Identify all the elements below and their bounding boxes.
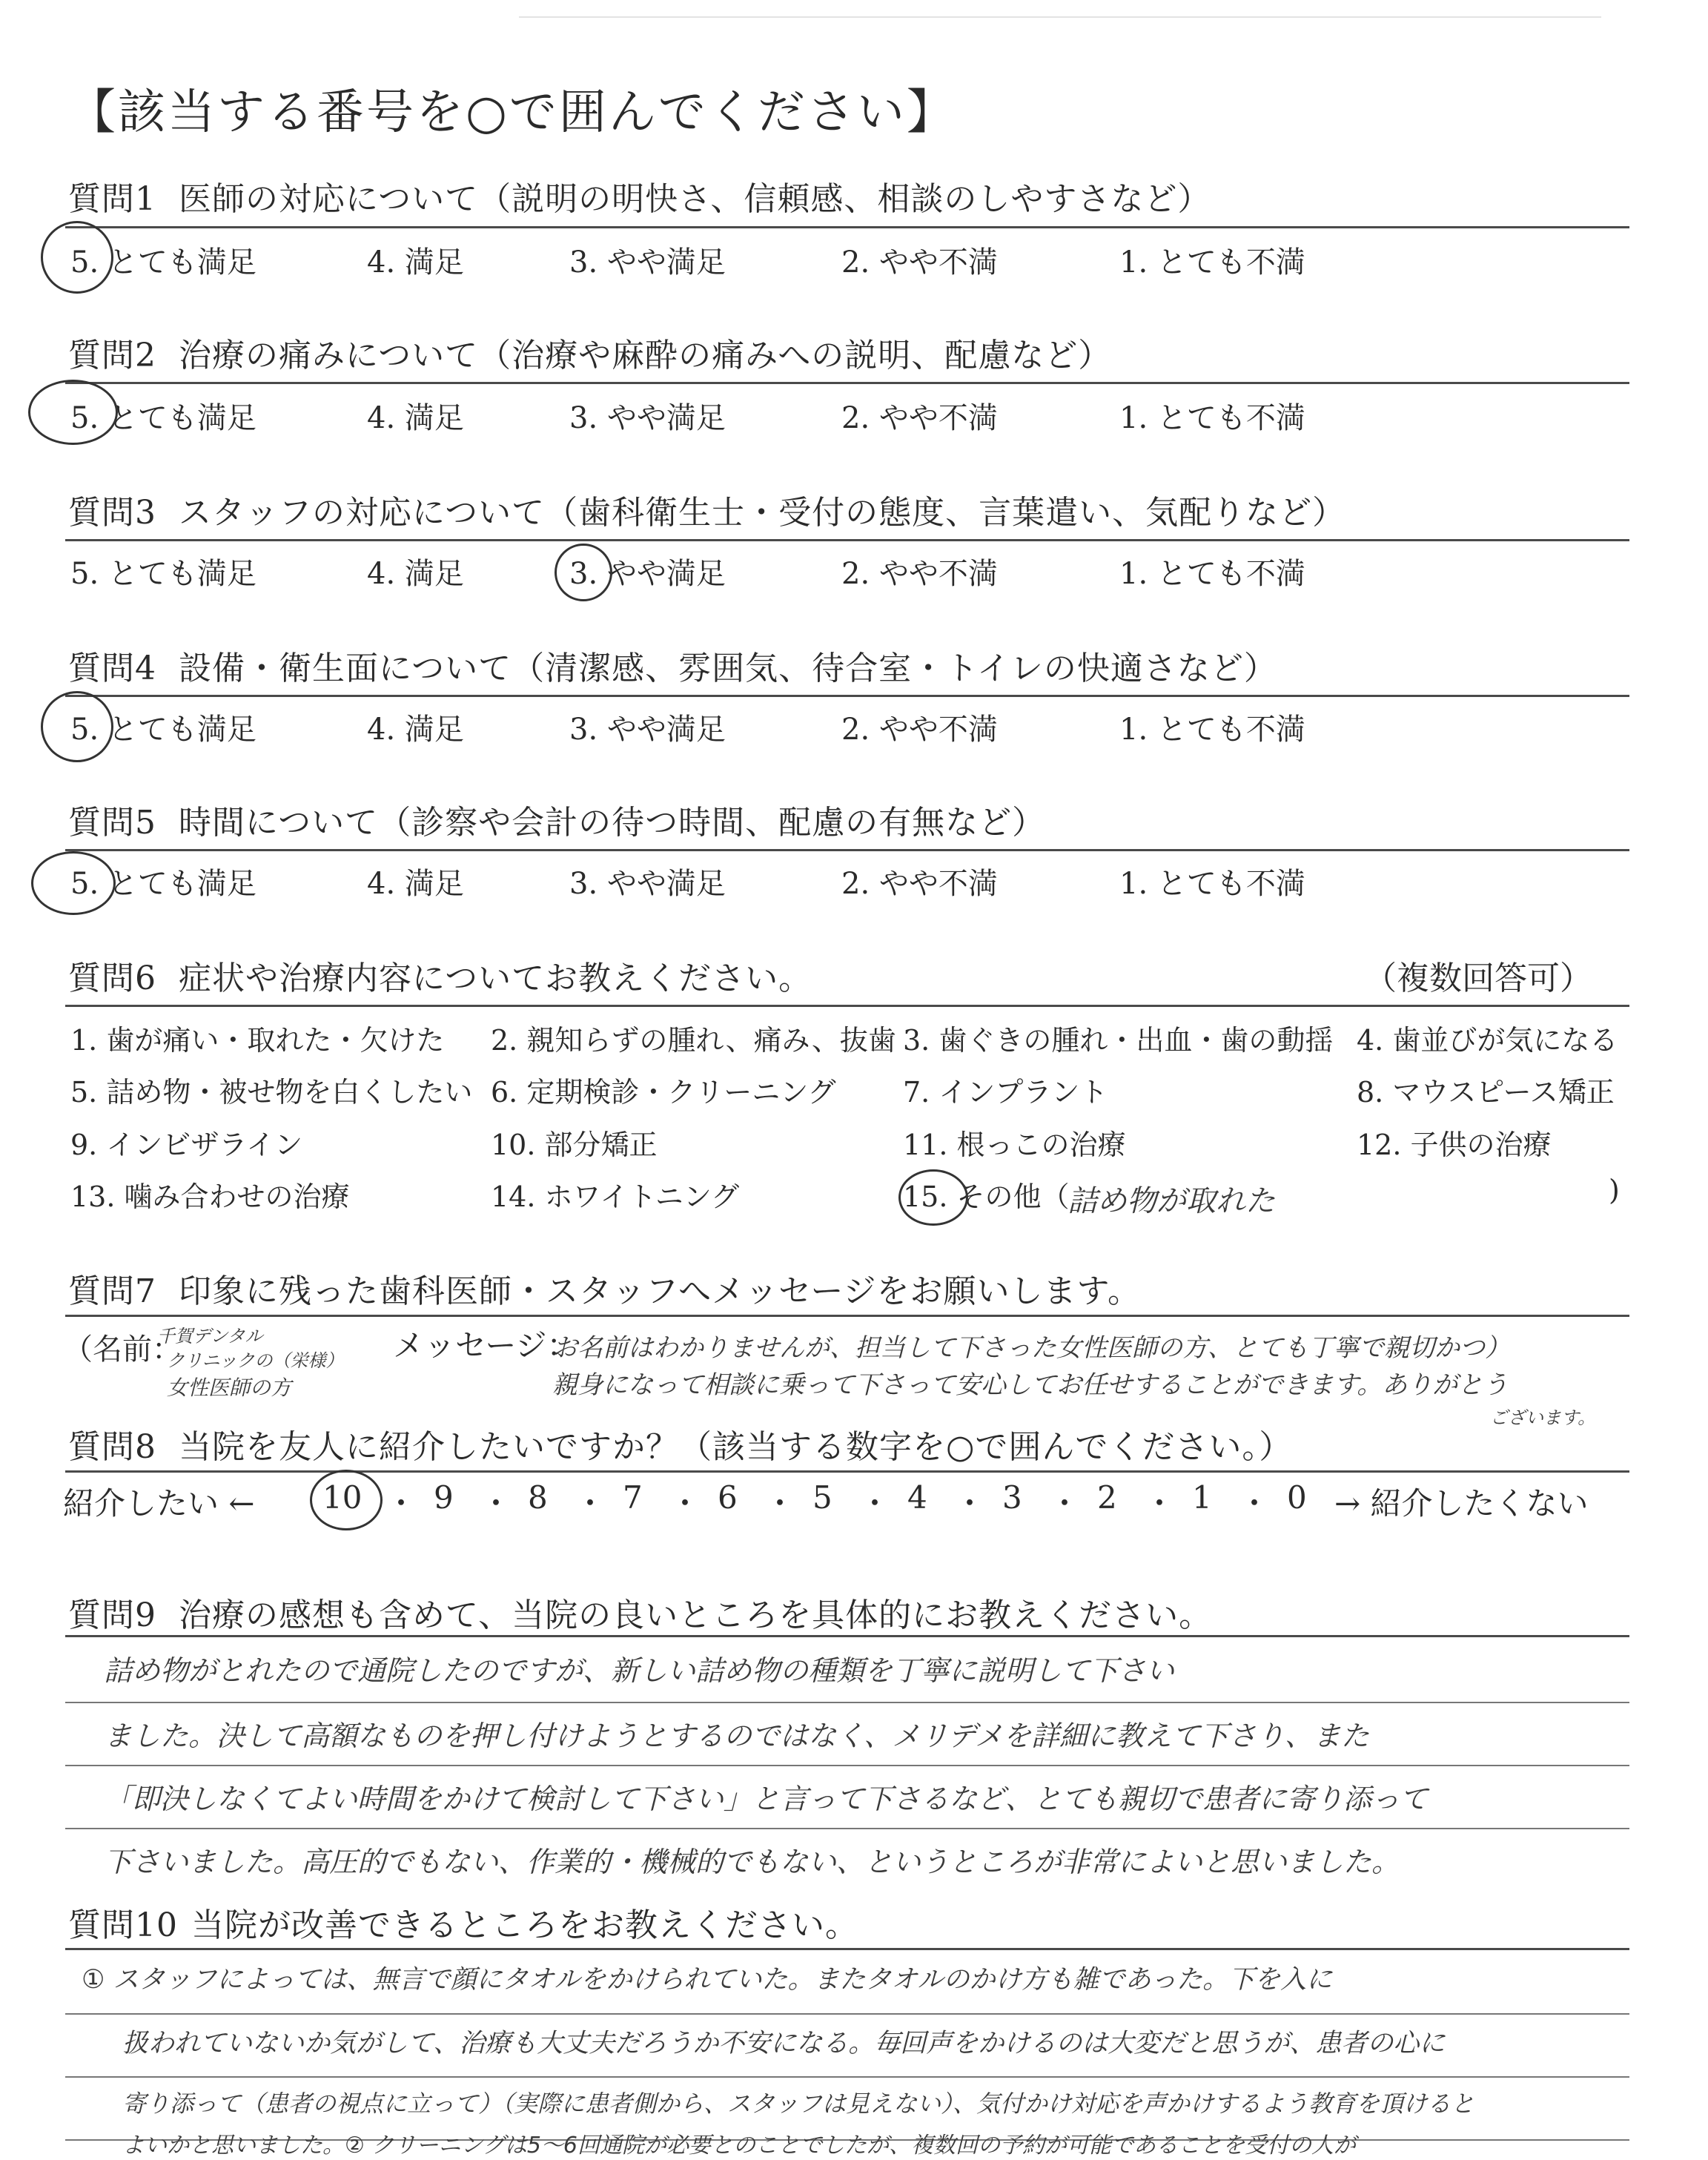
question-8 xyxy=(68,1420,1292,1467)
message-handwriting-3: ございます。 xyxy=(1490,1407,1596,1428)
question-1 xyxy=(68,172,1211,219)
q6-option-5[interactable]: 5. 詰め物・被せ物を白くしたい xyxy=(70,1076,473,1109)
question-number: 質問2 xyxy=(68,337,156,374)
divider xyxy=(65,1470,1629,1473)
question-number: 質問5 xyxy=(68,804,156,842)
scale-sep: ・ xyxy=(764,1485,796,1522)
question-5 xyxy=(68,796,1045,843)
question-number: 質問6 xyxy=(68,960,156,997)
q6-option-10[interactable]: 10. 部分矯正 xyxy=(491,1129,658,1161)
question-number: 質問1 xyxy=(68,180,156,218)
name-handwriting-1: 千賀デンタル xyxy=(157,1326,263,1347)
q2-option-1[interactable]: 1. とても不満 xyxy=(1119,401,1305,435)
q1-option-3[interactable]: 3. やや満足 xyxy=(569,245,726,280)
question-9 xyxy=(68,1588,1212,1636)
q5-option-4[interactable]: 4. 満足 xyxy=(367,867,464,901)
scale-1[interactable]: 1 xyxy=(1192,1479,1212,1516)
divider xyxy=(65,1315,1629,1317)
q2-option-2[interactable]: 2. やや不満 xyxy=(841,401,998,435)
q10-answer-line-3: 寄り添って（患者の視点に立って）（実際に患者側から、スタッフは見えない）、気付かけ対応を声かけするよう教育を頂けると xyxy=(122,2090,1475,2118)
divider xyxy=(65,1005,1629,1007)
q6-option-7[interactable]: 7. インプラント xyxy=(903,1076,1108,1109)
q6-option-6[interactable]: 6. 定期検診・クリーニング xyxy=(491,1076,836,1109)
q4-option-4[interactable]: 4. 満足 xyxy=(367,713,464,747)
q6-option-13[interactable]: 13. 噛み合わせの治療 xyxy=(70,1180,350,1213)
q8-selection-circle xyxy=(310,1470,383,1530)
question-text: 症状や治療内容についてお教えください。 xyxy=(179,960,812,997)
name-label: （名前： xyxy=(63,1332,182,1367)
question-4 xyxy=(68,641,1277,689)
question-2 xyxy=(68,328,1111,376)
message-label: メッセージ： xyxy=(393,1327,578,1364)
q3-selection-circle xyxy=(555,544,612,601)
q6-option-8[interactable]: 8. マウスピース矯正 xyxy=(1357,1076,1615,1109)
scale-8[interactable]: 8 xyxy=(528,1479,548,1516)
q2-option-3[interactable]: 3. やや満足 xyxy=(569,401,726,435)
q3-option-2[interactable]: 2. やや不満 xyxy=(841,557,998,591)
divider xyxy=(65,849,1629,851)
q6-option-4[interactable]: 4. 歯並びが気になる xyxy=(1357,1024,1618,1057)
q4-selection-circle xyxy=(41,691,113,762)
q6-selection-circle xyxy=(898,1169,968,1226)
scale-4[interactable]: 4 xyxy=(907,1479,927,1516)
divider xyxy=(65,695,1629,697)
q2-option-5[interactable]: 5. とても満足 xyxy=(70,401,256,435)
q6-other-answer[interactable]: 詰め物が取れた xyxy=(1068,1184,1275,1218)
q5-selection-circle xyxy=(31,851,116,915)
scale-sep: ・ xyxy=(480,1485,512,1522)
q6-other-close-paren: ) xyxy=(1609,1174,1620,1206)
q4-option-1[interactable]: 1. とても不満 xyxy=(1119,713,1305,747)
divider xyxy=(65,226,1629,228)
q3-option-3[interactable]: 3. やや満足 xyxy=(569,557,726,591)
q1-selection-circle xyxy=(41,221,113,294)
scale-7[interactable]: 7 xyxy=(623,1479,643,1516)
q10-answer-line-1: ① スタッフによっては、無言で顔にタオルをかけられていた。またタオルのかけ方も雑であった。下を入に xyxy=(82,1965,1333,1995)
scale-sep: ・ xyxy=(575,1485,606,1522)
question-number: 質問8 xyxy=(68,1428,156,1466)
q6-option-2[interactable]: 2. 親知らずの腫れ、痛み、抜歯 xyxy=(491,1024,896,1057)
question-number: 質問10 xyxy=(68,1906,178,1944)
scale-sep: ・ xyxy=(859,1485,891,1522)
question-text: スタッフの対応について（歯科衛生士・受付の態度、言葉遣い、気配りなど） xyxy=(179,494,1346,532)
scale-0[interactable]: 0 xyxy=(1287,1479,1307,1516)
scale-9[interactable]: 9 xyxy=(434,1479,454,1516)
question-text: 当院が改善できるところをお教えください。 xyxy=(191,1906,858,1944)
writing-line xyxy=(65,1828,1629,1829)
divider xyxy=(65,382,1629,384)
question-number: 質問7 xyxy=(68,1272,156,1310)
q9-answer-line-4: 下さいました。高圧的でもない、作業的・機械的でもない、というところが非常によいと思いました。 xyxy=(104,1846,1400,1878)
question-7 xyxy=(68,1264,1141,1312)
q9-answer-line-2: ました。決して高額なものを押し付けようとするのではなく、メリデメを詳細に教えて下さり、また xyxy=(104,1720,1369,1752)
question-text: 治療の痛みについて（治療や麻酔の痛みへの説明、配慮など） xyxy=(179,337,1112,374)
writing-line xyxy=(65,2013,1629,2015)
scale-sep: ・ xyxy=(1144,1485,1176,1522)
writing-line xyxy=(65,1702,1629,1703)
q9-answer-line-1: 詰め物がとれたので通院したのですが、新しい詰め物の種類を丁寧に説明して下さい xyxy=(104,1654,1175,1687)
scale-2[interactable]: 2 xyxy=(1097,1479,1117,1516)
scale-sep: ・ xyxy=(669,1485,701,1522)
q5-option-1[interactable]: 1. とても不満 xyxy=(1119,867,1305,901)
question-number: 質問3 xyxy=(68,494,156,532)
writing-line xyxy=(65,2076,1629,2078)
q4-option-2[interactable]: 2. やや不満 xyxy=(841,713,998,747)
question-number: 質問9 xyxy=(68,1596,156,1634)
question-text: 印象に残った歯科医師・スタッフへメッセージをお願いします。 xyxy=(179,1272,1141,1310)
question-number: 質問4 xyxy=(68,650,156,687)
q4-option-3[interactable]: 3. やや満足 xyxy=(569,713,726,747)
divider xyxy=(65,1948,1629,1950)
q1-option-1[interactable]: 1. とても不満 xyxy=(1119,245,1305,280)
q6-option-9[interactable]: 9. インビザライン xyxy=(70,1129,303,1161)
q1-option-5[interactable]: 5. とても満足 xyxy=(70,245,256,280)
message-handwriting-1: お名前はわかりませんが、担当して下さった女性医師の方、とても丁寧で親切かつ） xyxy=(552,1333,1510,1363)
q6-option-14[interactable]: 14. ホワイトニング xyxy=(491,1180,740,1213)
scale-5[interactable]: 5 xyxy=(812,1479,833,1516)
question-6 xyxy=(68,951,812,999)
scale-6[interactable]: 6 xyxy=(718,1479,738,1516)
q5-option-2[interactable]: 2. やや不満 xyxy=(841,867,998,901)
scale-sep: ・ xyxy=(954,1485,986,1522)
q3-option-1[interactable]: 1. とても不満 xyxy=(1119,557,1305,591)
q10-answer-line-4: よいかと思いました。② クリーニングは5～6回通院が必要とのことでしたが、複数回の予約が可能であることを受付の人が xyxy=(122,2133,1357,2159)
q1-option-2[interactable]: 2. やや不満 xyxy=(841,245,998,280)
q6-option-15[interactable]: 15. その他（ xyxy=(903,1180,1070,1213)
multiple-answers-note: （複数回答可） xyxy=(1364,960,1592,997)
q9-answer-line-3: 「即決しなくてよい時間をかけて検討して下さい」と言って下さるなど、とても親切で患者に寄り添って xyxy=(104,1783,1429,1815)
q2-selection-circle xyxy=(28,380,118,445)
q6-option-12[interactable]: 12. 子供の治療 xyxy=(1357,1129,1552,1161)
q3-option-4[interactable]: 4. 満足 xyxy=(367,557,464,591)
question-text: 当院を友人に紹介したいですか？（該当する数字を○で囲んでください。） xyxy=(179,1428,1293,1466)
name-handwriting-3: 女性医師の方 xyxy=(167,1375,292,1400)
question-10 xyxy=(68,1898,858,1946)
q6-option-1[interactable]: 1. 歯が痛い・取れた・欠けた xyxy=(70,1024,445,1057)
q1-option-4[interactable]: 4. 満足 xyxy=(367,245,464,280)
question-text: 設備・衛生面について（清潔感、雰囲気、待合室・トイレの快適さなど） xyxy=(179,650,1277,687)
message-handwriting-2: 親身になって相談に乗って下さって安心してお任せすることができます。ありがとう xyxy=(552,1370,1509,1400)
scale-sep: ・ xyxy=(385,1485,417,1522)
divider xyxy=(65,539,1629,541)
scale-sep: ・ xyxy=(1049,1485,1081,1522)
question-text: 時間について（診察や会計の待つ時間、配慮の有無など） xyxy=(179,804,1046,842)
q5-option-3[interactable]: 3. やや満足 xyxy=(569,867,726,901)
q2-option-4[interactable]: 4. 満足 xyxy=(367,401,464,435)
q10-answer-line-2: 扱われていないか気がして、治療も大丈夫だろうか不安になる。毎回声をかけるのは大変だと思うが、患者の心に xyxy=(122,2029,1446,2058)
scan-artifact-line xyxy=(519,0,1601,18)
question-text: 医師の対応について（説明の明快さ、信頼感、相談のしやすさなど） xyxy=(179,180,1211,218)
question-text: 治療の感想も含めて、当院の良いところを具体的にお教えください。 xyxy=(179,1596,1213,1634)
recommend-left-label: 紹介したい ← xyxy=(63,1485,255,1522)
scale-sep: ・ xyxy=(1239,1485,1271,1522)
name-handwriting-2: クリニックの（栄様） xyxy=(167,1350,344,1371)
q6-option-11[interactable]: 11. 根っこの治療 xyxy=(903,1129,1126,1161)
scale-3[interactable]: 3 xyxy=(1002,1479,1022,1516)
q5-option-5[interactable]: 5. とても満足 xyxy=(70,867,256,901)
q4-option-5[interactable]: 5. とても満足 xyxy=(70,713,256,747)
recommend-right-label: → 紹介したくない xyxy=(1334,1485,1589,1522)
scale-10[interactable]: 10 xyxy=(322,1479,363,1516)
q3-option-5[interactable]: 5. とても満足 xyxy=(70,557,256,591)
writing-line xyxy=(65,1765,1629,1766)
q6-option-3[interactable]: 3. 歯ぐきの腫れ・出血・歯の動揺 xyxy=(903,1024,1334,1057)
page-title: 【該当する番号を○で囲んでください】 xyxy=(68,85,956,140)
divider xyxy=(65,1635,1629,1637)
question-3 xyxy=(68,486,1345,533)
